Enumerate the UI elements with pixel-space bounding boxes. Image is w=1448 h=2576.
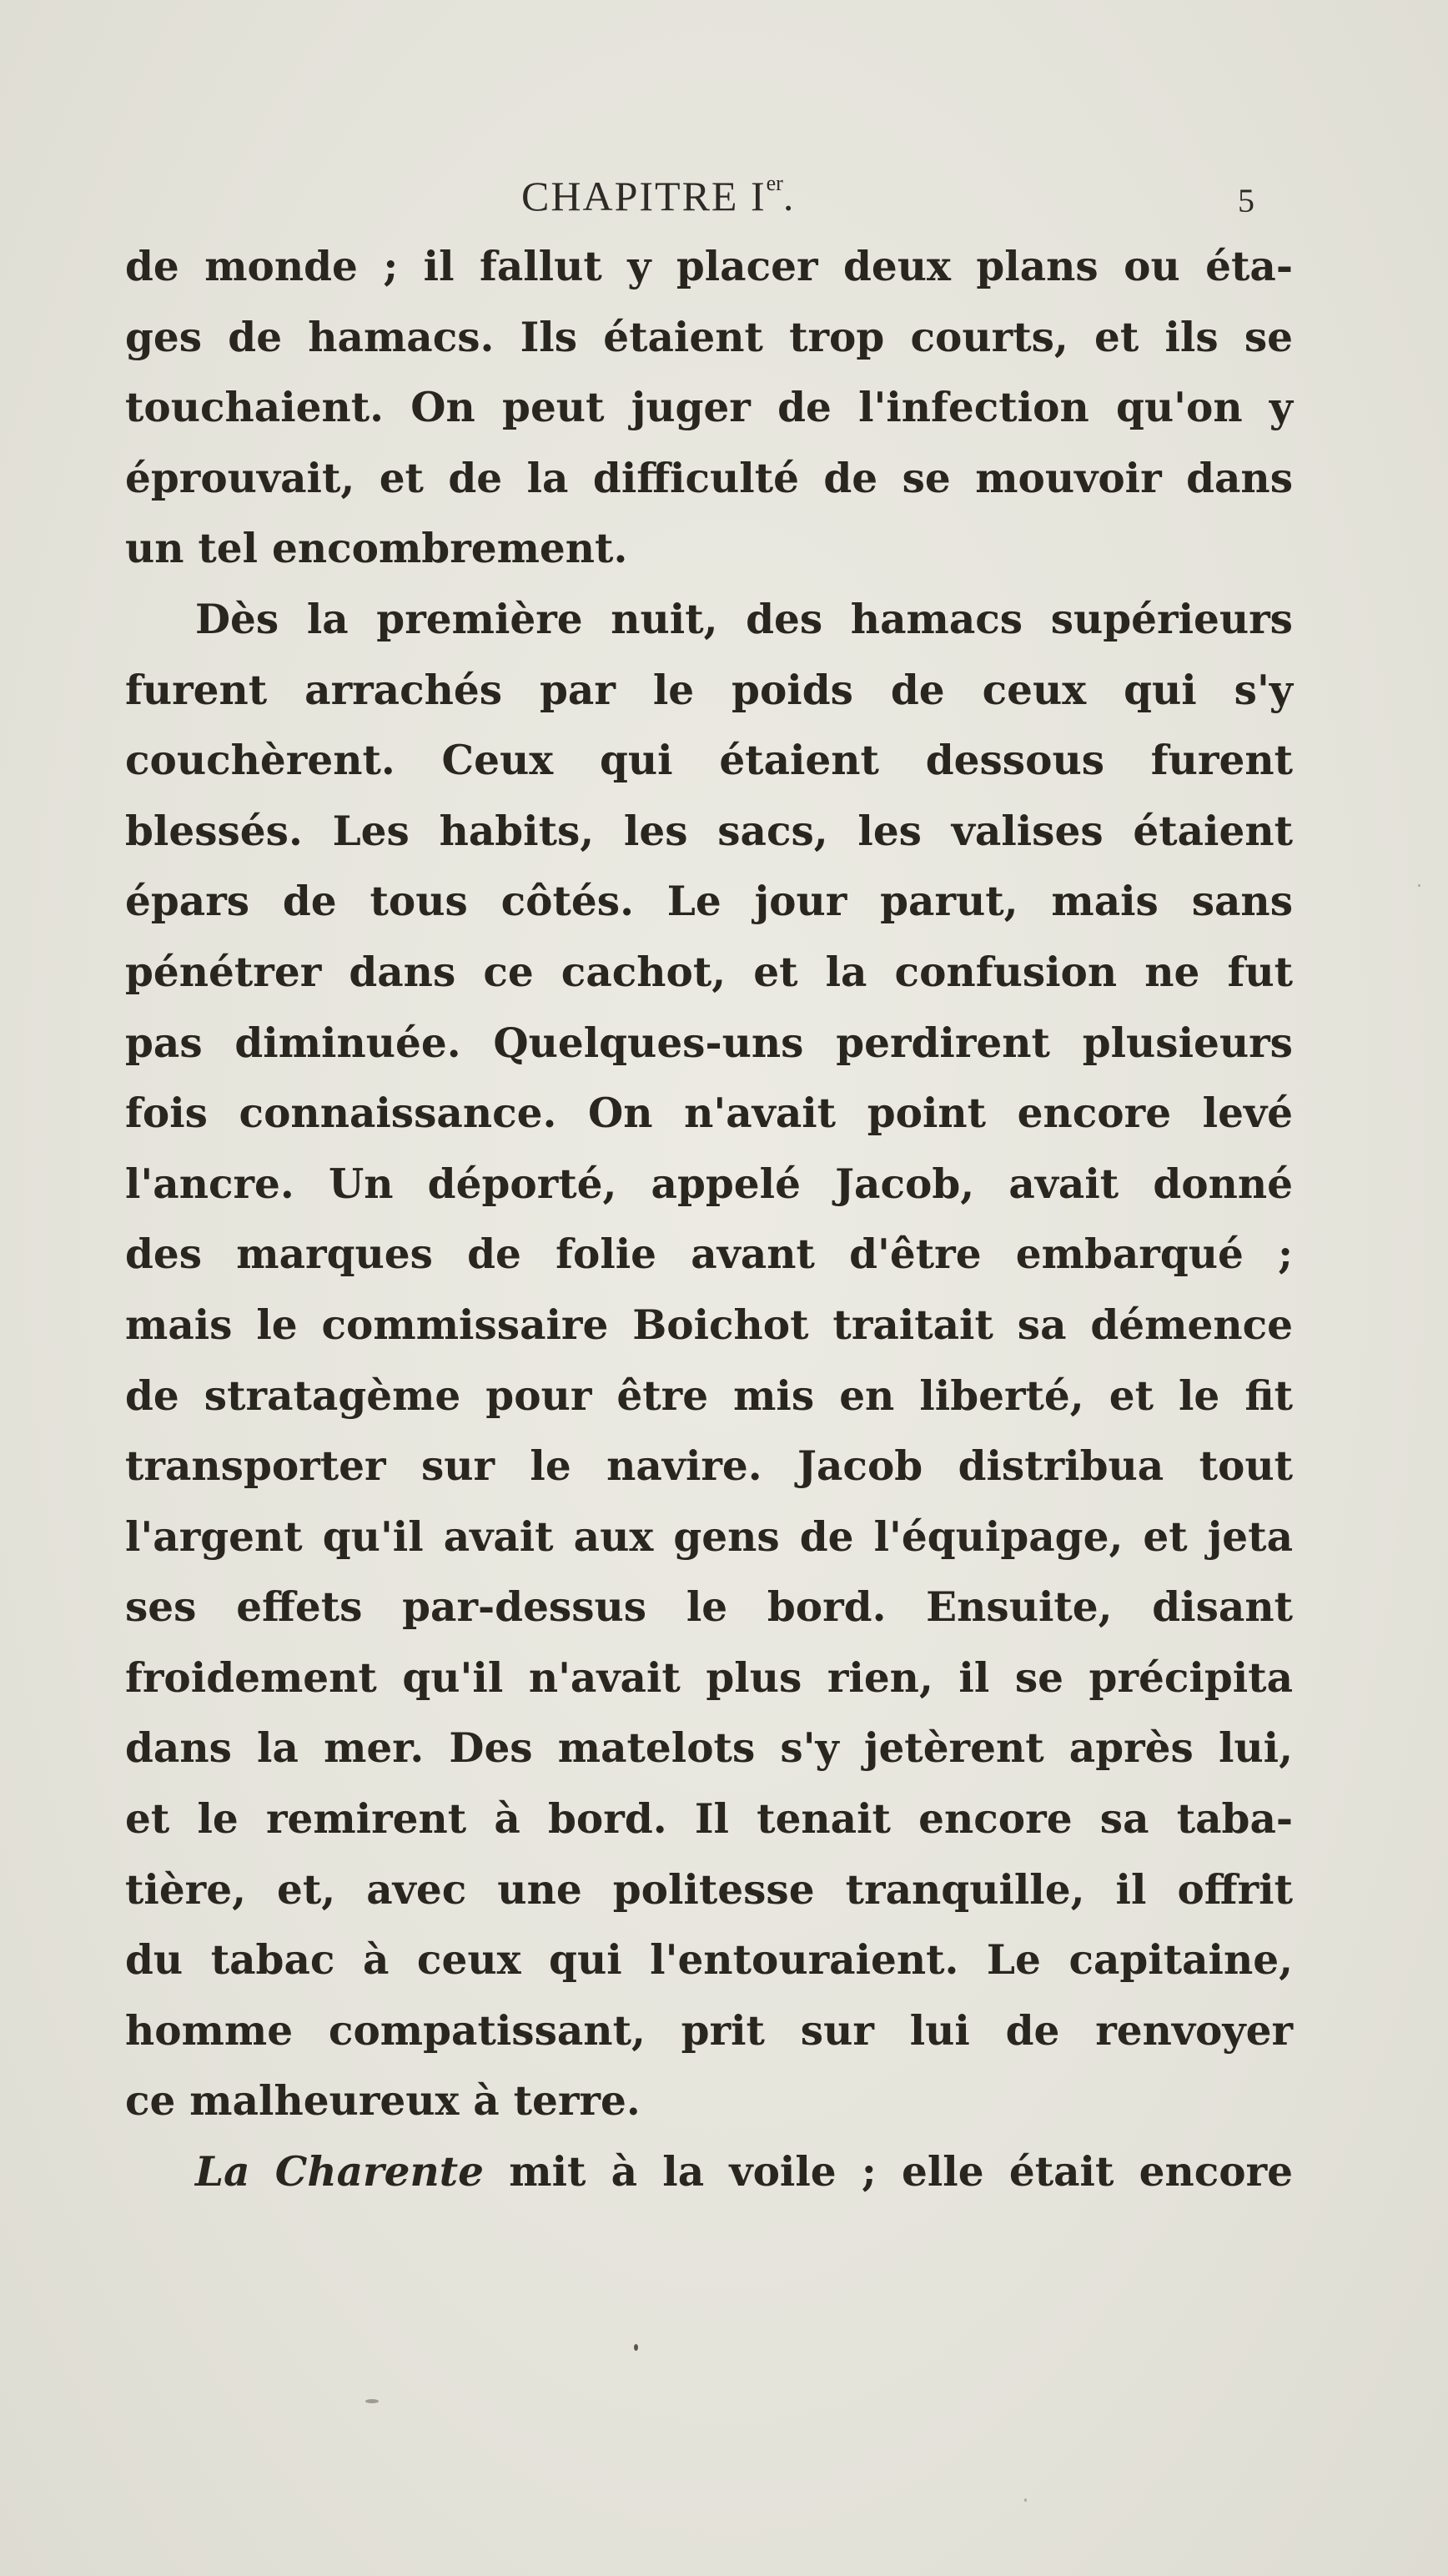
text-line-rest: mit à la voile ; elle était encore [484, 2148, 1293, 2196]
ship-name-italic: La Charente [195, 2148, 484, 2196]
text-line: ges de hamacs. Ils étaient trop courts, et ils se [125, 313, 1293, 361]
running-title: CHAPITRE Ier. [521, 171, 796, 219]
paragraph-start-line: Dès la première nuit, des hamacs supérieurs [195, 595, 1293, 643]
paper-speck [1418, 884, 1420, 887]
paper-speck [634, 2344, 638, 2351]
body-text [125, 232, 1293, 2208]
text-line: des marques de folie avant d'être embarqué ; [125, 1230, 1293, 1279]
paper-speck [365, 2399, 379, 2403]
text-line: homme compatissant, prit sur lui de renvoyer [125, 2006, 1293, 2055]
text-line: pénétrer dans ce cachot, et la confusion ne fut [125, 948, 1293, 996]
text-line: de stratagème pour être mis en liberté, et le fit [125, 1371, 1293, 1420]
text-line: du tabac à ceux qui l'entouraient. Le capitaine, [125, 1936, 1293, 1985]
paragraph-start-line [125, 2137, 1293, 2208]
text-line: ce malheureux à terre. [125, 2077, 641, 2126]
text-line: tière, et, avec une politesse tranquille, il offrit [125, 1865, 1293, 1914]
text-line: pas diminuée. Quelques-uns perdirent plusieurs [125, 1019, 1293, 1067]
running-head [0, 171, 1448, 229]
text-line: furent arrachés par le poids de ceux qui s'y [125, 666, 1293, 714]
text-line: de monde ; il fallut y placer deux plans ou éta- [125, 243, 1293, 290]
text-line: épars de tous côtés. Le jour parut, mais sans [125, 878, 1293, 926]
text-line: et le remirent à bord. Il tenait encore sa taba- [125, 1795, 1293, 1844]
text-line: éprouvait, et de la difficulté de se mouvoir dans [125, 454, 1293, 502]
text-line: blessés. Les habits, les sacs, les valises étaient [125, 807, 1293, 855]
text-line: ses effets par-dessus le bord. Ensuite, disant [125, 1583, 1293, 1632]
text-line: un tel encombrement. [125, 525, 628, 573]
text-line: couchèrent. Ceux qui étaient dessous furent [125, 737, 1293, 785]
page-number: 5 [1238, 182, 1254, 219]
text-line: fois connaissance. On n'avait point encore levé [125, 1089, 1293, 1138]
text-line: dans la mer. Des matelots s'y jetèrent après lui, [125, 1724, 1293, 1773]
text-line: mais le commissaire Boichot traitait sa démence [125, 1301, 1293, 1349]
text-line: l'argent qu'il avait aux gens de l'équipage, et jeta [125, 1512, 1293, 1561]
text-line: touchaient. On peut juger de l'infection qu'on y [125, 384, 1293, 432]
paper-speck [1024, 2498, 1027, 2502]
text-line: transporter sur le navire. Jacob distribua tout [125, 1442, 1293, 1491]
text-line: l'ancre. Un déporté, appelé Jacob, avait donné [125, 1160, 1293, 1208]
text-line: froidement qu'il n'avait plus rien, il se précipita [125, 1653, 1293, 1702]
